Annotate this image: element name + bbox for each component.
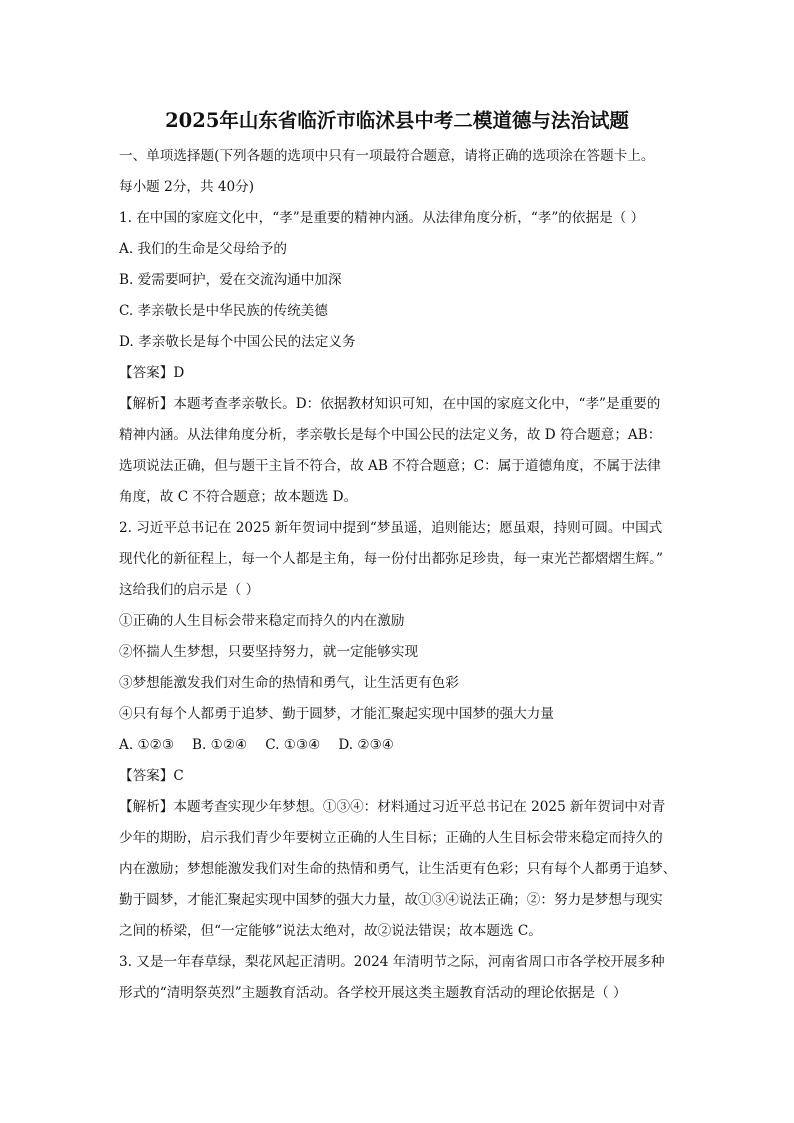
question-2-statement-4: ④只有每个人都勇于追梦、勤于圆梦，才能汇聚起实现中国梦的强大力量 [119,706,554,722]
question-3-stem-line: 3. 又是一年春草绿，梨花风起正清明。2024 年清明节之际，河南省周口市各学校开展多种 [119,954,665,970]
question-1-option-a: A. 我们的生命是父母给予的 [119,241,287,257]
question-2-statement-1: ①正确的人生目标会带来稳定而持久的内在激励 [119,613,405,629]
question-2-option-c: C. ①③④ [265,737,321,753]
question-3-stem-line: 形式的“清明祭英烈”主题教育活动。各学校开展这类主题教育活动的理论依据是（ ） [119,985,627,1001]
question-1-option-c: C. 孝亲敬长是中华民族的传统美德 [119,303,328,319]
question-1-analysis-line: 精神内涵。从法律角度分析，孝亲敬长是每个中国公民的法定义务，故 D 符合题意；AB： [119,427,662,443]
question-2-stem-line: 2. 习近平总书记在 2025 新年贺词中提到“梦虽遥，追则能达；愿虽艰，持则可圆。中国式 [119,520,663,536]
question-2-analysis-line: 之间的桥梁，但“一定能够”说法太绝对，故②说法错误；故本题选 C。 [119,923,542,939]
question-1-analysis-line: 选项说法正确，但与题干主旨不符合，故 AB 不符合题意；C：属于道德角度，不属于法律 [119,458,661,474]
question-2-options [119,735,394,755]
question-2-stem-line: 现代化的新征程上，每一个人都是主角，每一份付出都弥足珍贵，每一束光芒都熠熠生辉。” [119,551,663,567]
question-1-option-b: B. 爱需要呵护，爱在交流沟通中加深 [119,272,342,288]
question-1-answer: 【答案】D [119,365,185,381]
question-2-analysis-line: 勤于圆梦，才能汇聚起实现中国梦的强大力量，故①③④说法正确；②：努力是梦想与现实 [119,892,663,908]
document-title: 2025年山东省临沂市临沭县中考二模道德与法治试题 [165,109,629,132]
question-1-analysis-line: 【解析】本题考查孝亲敬长。D：依据教材知识可知，在中国的家庭文化中，“孝”是重要的 [119,396,661,412]
question-2-option-b: B. ①②④ [192,737,248,753]
question-2-answer: 【答案】C [119,768,184,784]
question-2-stem-line: 这给我们的启示是（ ） [119,582,260,598]
question-2-analysis-line: 【解析】本题考查实现少年梦想。①③④：材料通过习近平总书记在 2025 新年贺词中对青 [119,799,666,815]
question-2-statement-2: ②怀揣人生梦想，只要坚持努力，就一定能够实现 [119,644,419,660]
question-2-analysis-line: 内在激励；梦想能激发我们对生命的热情和勇气，让生活更有色彩；只有每个人都勇于追梦、 [119,861,677,877]
section-heading-line-1: 一、单项选择题(下列各题的选项中只有一项最符合题意，请将正确的选项涂在答题卡上。 [119,148,655,164]
question-1-stem: 1. 在中国的家庭文化中，“孝”是重要的精神内涵。从法律角度分析，“孝”的依据是（ ） [119,210,645,226]
question-1-option-d: D. 孝亲敬长是每个中国公民的法定义务 [119,334,356,350]
question-1-analysis-line: 角度，故 C 不符合题意；故本题选 D。 [119,489,358,505]
question-2-option-a: A. ①②③ [119,737,175,753]
question-2-analysis-line: 少年的期盼，启示我们青少年要树立正确的人生目标；正确的人生目标会带来稳定而持久的 [119,830,663,846]
question-2-option-d: D. ②③④ [338,737,394,753]
question-2-statement-3: ③梦想能激发我们对生命的热情和勇气，让生活更有色彩 [119,675,459,691]
section-heading-line-2: 每小题 2分，共 40分) [119,179,255,195]
